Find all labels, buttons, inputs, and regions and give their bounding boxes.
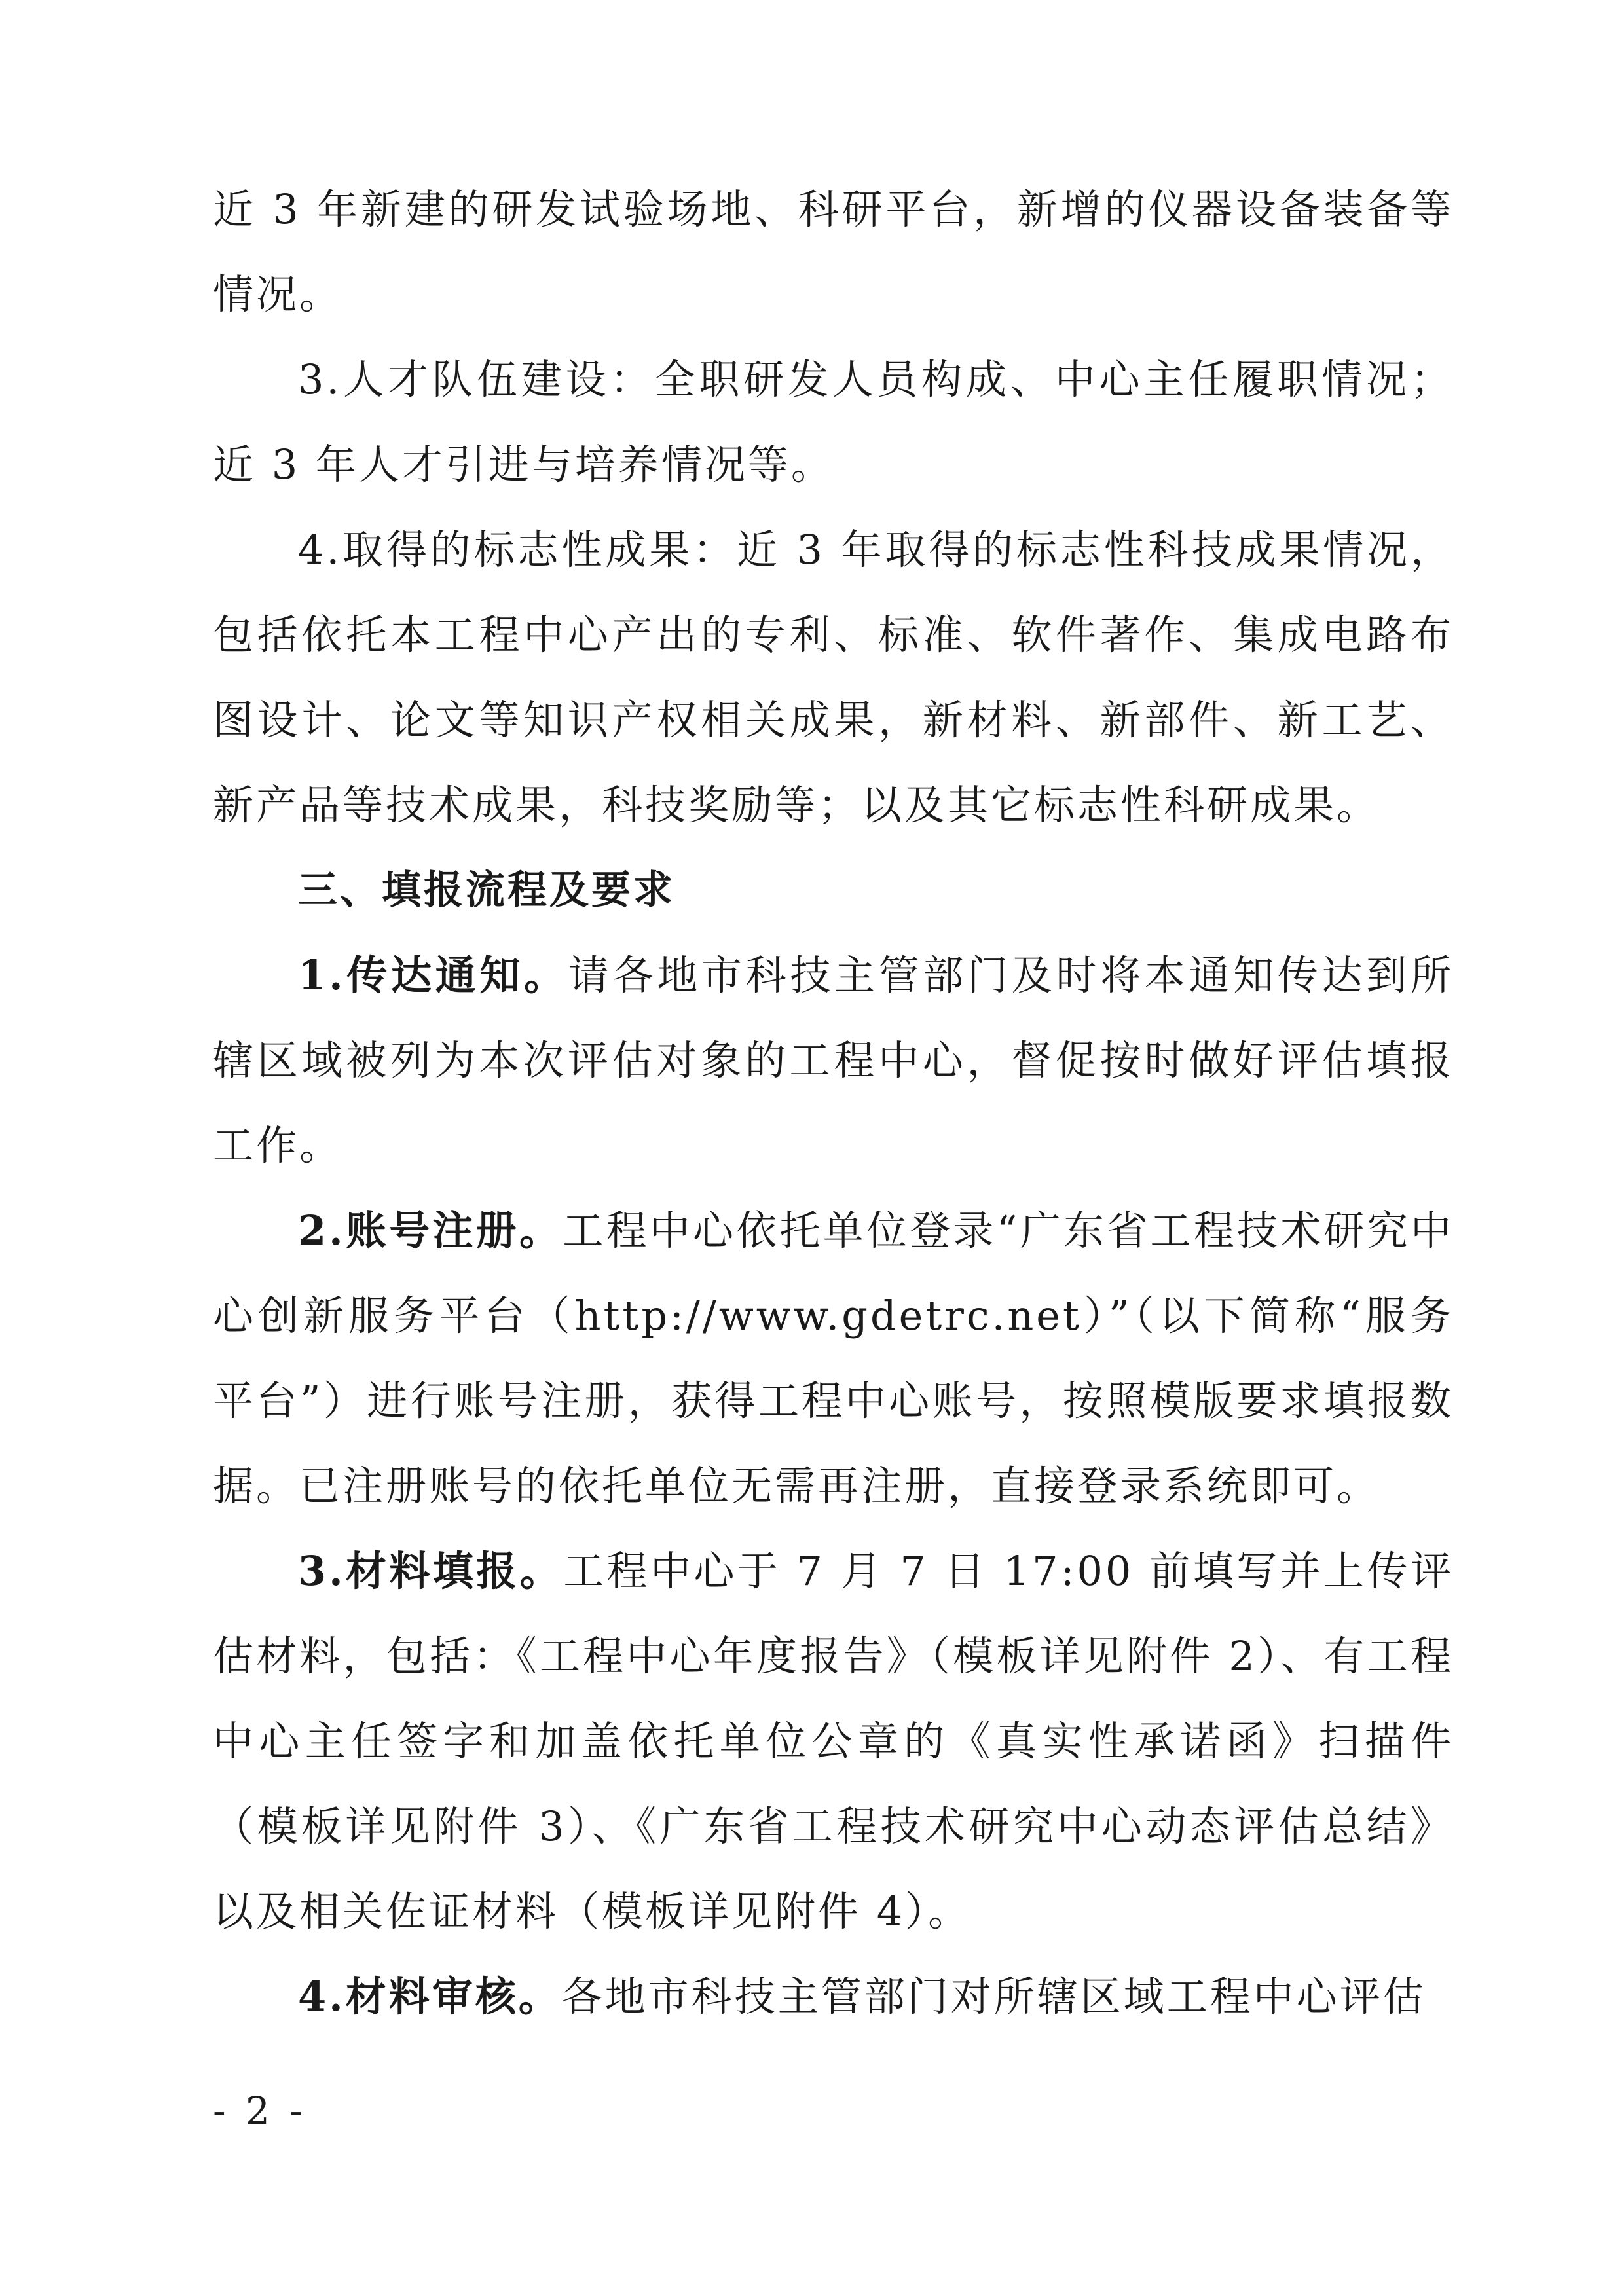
step-notify — [213, 933, 1454, 1188]
document-body — [213, 167, 1454, 2039]
step-register-lead: 2.账号注册。 — [298, 1207, 563, 1254]
step-submit — [213, 1529, 1454, 1954]
paragraph-achievements: 4.取得的标志性成果：近 3 年取得的标志性科技成果情况，包括依托本工程中心产出的专利、标准、软件著作、集成电路布图设计、论文等知识产权相关成果，新材料、新部件、新工艺、新产品等技术成果，科技奖励等；以及其它标志性科研成果。 — [213, 526, 1454, 829]
paragraph-talent-team: 3.人才队伍建设：全职研发人员构成、中心主任履职情况；近 3 年人才引进与培养情况等。 — [213, 355, 1454, 488]
step-register — [213, 1188, 1454, 1529]
step-notify-text: 请各地市科技主管部门及时将本通知传达到所辖区域被列为本次评估对象的工程中心，督促按时做好评估填报工作。 — [213, 951, 1454, 1169]
step-submit-lead: 3.材料填报。 — [298, 1547, 564, 1595]
step-notify-lead: 1.传达通知。 — [298, 951, 568, 999]
step-review-lead: 4.材料审核。 — [298, 1973, 562, 2020]
paragraph-lab-facilities: 近 3 年新建的研发试验场地、科研平台，新增的仪器设备装备等情况。 — [213, 185, 1454, 318]
step-review — [213, 1954, 1454, 2039]
step-register-text: 工程中心依托单位登录“广东省工程技术研究中心创新服务平台（http://www.gdetrc.net）”（以下简称“服务平台”）进行账号注册，获得工程中心账号，按照模版要求填报数据。已注册账号的依托单位无需再注册，直接登录系统即可。 — [213, 1207, 1454, 1510]
section-heading-process: 三、填报流程及要求 — [298, 867, 675, 913]
step-submit-text: 工程中心于 7 月 7 日 17:00 前填写并上传评估材料，包括：《工程中心年度报告》（模板详见附件 2）、有工程中心主任签字和加盖依托单位公章的《真实性承诺函》扫描件（模板详见附件 3）、《广东省工程技术研究中心动态评估总结》以及相关佐证材料（模板详见附件 4）。 — [213, 1547, 1454, 1935]
page-number: - 2 - — [213, 2088, 306, 2133]
step-review-text: 各地市科技主管部门对所辖区域工程中心评估 — [561, 1973, 1426, 2020]
